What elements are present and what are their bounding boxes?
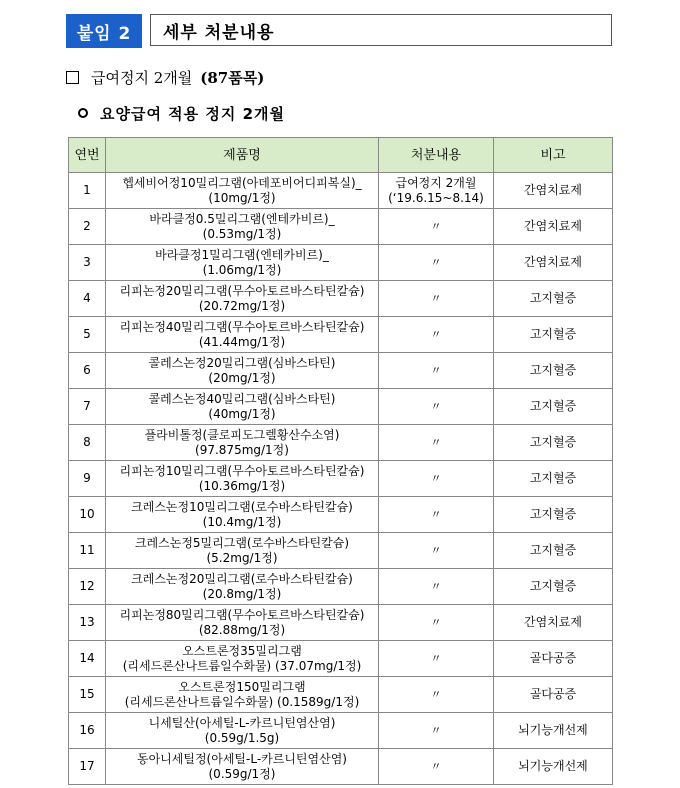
note-cell: 고지혈증 — [494, 569, 613, 605]
row-number: 4 — [69, 281, 106, 317]
ditto-mark: 〃 — [430, 580, 442, 593]
row-number: 13 — [69, 605, 106, 641]
product-cell — [106, 173, 379, 209]
page-header — [66, 14, 614, 48]
product-name: 동아니세틸정(아세틸-L-카르니틴염산염) — [137, 751, 347, 766]
product-cell — [106, 209, 379, 245]
header-action: 처분내용 — [379, 138, 494, 173]
action-cell — [379, 713, 494, 749]
table-row — [69, 461, 613, 497]
section-heading — [66, 66, 264, 88]
product-dose: (0.53mg/1정) — [202, 226, 282, 241]
note-cell: 고지혈증 — [494, 533, 613, 569]
table-row — [69, 497, 613, 533]
product-name: 크레스논정20밀리그램(로수바스타틴칼슘) — [131, 571, 353, 586]
row-number: 2 — [69, 209, 106, 245]
action-cell — [379, 461, 494, 497]
table-row — [69, 713, 613, 749]
product-dose: (97.875mg/1정) — [195, 442, 289, 457]
table-row — [69, 641, 613, 677]
note-cell: 간염치료제 — [494, 245, 613, 281]
product-name: 리피논정80밀리그램(무수아토르바스타틴칼슘) — [119, 607, 365, 622]
product-dose: (리세드론산나트륨일수화물) (37.07mg/1정) — [122, 658, 362, 673]
ditto-mark: 〃 — [430, 616, 442, 629]
ditto-mark: 〃 — [430, 328, 442, 341]
attachment-badge: 붙임 2 — [66, 14, 142, 48]
table-row — [69, 749, 613, 785]
product-name: 니세틸산(아세틸-L-카르니틴염산염) — [148, 715, 336, 730]
table-row — [69, 173, 613, 209]
ditto-mark: 〃 — [430, 364, 442, 377]
table-row — [69, 605, 613, 641]
ditto-mark: 〃 — [430, 544, 442, 557]
ditto-mark: 〃 — [430, 436, 442, 449]
ditto-mark: 〃 — [430, 400, 442, 413]
action-cell — [379, 605, 494, 641]
action-cell — [379, 749, 494, 785]
product-dose: (0.59g/1정) — [208, 766, 276, 781]
note-cell: 간염치료제 — [494, 605, 613, 641]
table-row — [69, 353, 613, 389]
table-row — [69, 425, 613, 461]
product-cell — [106, 281, 379, 317]
action-cell — [379, 353, 494, 389]
table-row — [69, 245, 613, 281]
product-cell — [106, 677, 379, 713]
product-cell — [106, 569, 379, 605]
note-cell: 고지혈증 — [494, 389, 613, 425]
row-number: 14 — [69, 641, 106, 677]
header-note: 비고 — [494, 138, 613, 173]
note-cell: 뇌기능개선제 — [494, 749, 613, 785]
row-number: 15 — [69, 677, 106, 713]
item-count: (87품목) — [200, 68, 265, 87]
product-dose: (리세드론산나트륨일수화물) (0.1589g/1정) — [124, 694, 360, 709]
row-number: 5 — [69, 317, 106, 353]
page-title: 세부 처분내용 — [150, 14, 612, 46]
action-cell — [379, 533, 494, 569]
row-number: 10 — [69, 497, 106, 533]
product-name: 플라비톨정(클로피도그렐황산수소염) — [144, 427, 340, 442]
action-cell — [379, 677, 494, 713]
row-number: 8 — [69, 425, 106, 461]
action-cell — [379, 317, 494, 353]
product-cell — [106, 425, 379, 461]
product-name: 리피논정10밀리그램(무수아토르바스타틴칼슘) — [119, 463, 365, 478]
product-name: 바라클정0.5밀리그램(엔테카비르)_ — [149, 211, 335, 226]
product-dose: (10mg/1정) — [208, 190, 276, 205]
row-number: 16 — [69, 713, 106, 749]
section-heading-text: 급여정지 2개월 — [91, 68, 193, 87]
product-cell — [106, 389, 379, 425]
product-cell — [106, 749, 379, 785]
product-cell — [106, 245, 379, 281]
ditto-mark: 〃 — [430, 292, 442, 305]
row-number: 11 — [69, 533, 106, 569]
product-dose: (0.59g/1.5g) — [204, 730, 280, 745]
ditto-mark: 〃 — [430, 724, 442, 737]
action-cell — [379, 425, 494, 461]
product-cell — [106, 605, 379, 641]
action-cell — [379, 281, 494, 317]
product-name: 크레스논정5밀리그램(로수바스타틴칼슘) — [134, 535, 350, 550]
note-cell: 골다공증 — [494, 641, 613, 677]
product-dose: (1.06mg/1정) — [202, 262, 282, 277]
product-name: 오스트론정35밀리그램 — [182, 643, 302, 658]
table-row — [69, 677, 613, 713]
row-number: 3 — [69, 245, 106, 281]
note-cell: 고지혈증 — [494, 353, 613, 389]
ditto-mark: 〃 — [430, 508, 442, 521]
product-cell — [106, 533, 379, 569]
action-cell — [379, 245, 494, 281]
action-cell — [379, 497, 494, 533]
action-cell — [379, 569, 494, 605]
row-number: 9 — [69, 461, 106, 497]
table-row — [69, 209, 613, 245]
product-name: 오스트론정150밀리그램 — [178, 679, 306, 694]
table-row — [69, 533, 613, 569]
action-cell — [379, 641, 494, 677]
product-name: 콜레스논정20밀리그램(심바스타틴) — [148, 355, 336, 370]
header-no: 연번 — [69, 138, 106, 173]
note-cell: 고지혈증 — [494, 281, 613, 317]
note-cell: 고지혈증 — [494, 461, 613, 497]
table-header-row — [69, 138, 613, 173]
ditto-mark: 〃 — [430, 760, 442, 773]
ditto-mark: 〃 — [430, 652, 442, 665]
product-cell — [106, 353, 379, 389]
note-cell: 간염치료제 — [494, 209, 613, 245]
note-cell: 고지혈증 — [494, 317, 613, 353]
product-name: 리피논정40밀리그램(무수아토르바스타틴칼슘) — [119, 319, 365, 334]
action-main: 급여정지 2개월 — [395, 175, 477, 190]
product-name: 리피논정20밀리그램(무수아토르바스타틴칼슘) — [119, 283, 365, 298]
ditto-mark: 〃 — [430, 256, 442, 269]
ditto-mark: 〃 — [430, 472, 442, 485]
checkbox-icon — [66, 71, 79, 84]
note-cell: 고지혈증 — [494, 425, 613, 461]
product-dose: (20.8mg/1정) — [202, 586, 282, 601]
product-dose: (5.2mg/1정) — [206, 550, 278, 565]
action-period: (‘19.6.15~8.14) — [388, 190, 484, 205]
note-cell: 고지혈증 — [494, 497, 613, 533]
table-row — [69, 281, 613, 317]
header-product: 제품명 — [106, 138, 379, 173]
product-name: 헵세비어정10밀리그램(아데포비어디피복실)_ — [122, 175, 362, 190]
subsection-heading-text: 요양급여 적용 정지 2개월 — [100, 104, 286, 123]
circle-bullet-icon — [78, 108, 88, 118]
ditto-mark: 〃 — [430, 220, 442, 233]
table-body — [69, 173, 613, 785]
action-cell — [379, 209, 494, 245]
product-cell — [106, 497, 379, 533]
table-row — [69, 569, 613, 605]
note-cell: 간염치료제 — [494, 173, 613, 209]
product-dose: (20.72mg/1정) — [198, 298, 286, 313]
row-number: 6 — [69, 353, 106, 389]
note-cell: 뇌기능개선제 — [494, 713, 613, 749]
action-cell — [379, 389, 494, 425]
product-name: 콜레스논정40밀리그램(심바스타틴) — [148, 391, 336, 406]
table-row — [69, 389, 613, 425]
row-number: 7 — [69, 389, 106, 425]
product-name: 크레스논정10밀리그램(로수바스타틴칼슘) — [131, 499, 353, 514]
ditto-mark: 〃 — [430, 688, 442, 701]
row-number: 17 — [69, 749, 106, 785]
product-dose: (41.44mg/1정) — [198, 334, 286, 349]
product-name: 바라클정1밀리그램(엔테카비르)_ — [155, 247, 329, 262]
product-dose: (40mg/1정) — [208, 406, 276, 421]
product-dose: (82.88mg/1정) — [198, 622, 286, 637]
table-row — [69, 317, 613, 353]
subsection-heading — [78, 102, 285, 124]
note-cell: 골다공증 — [494, 677, 613, 713]
disposition-table — [68, 137, 613, 785]
product-cell — [106, 641, 379, 677]
product-cell — [106, 317, 379, 353]
product-dose: (20mg/1정) — [208, 370, 276, 385]
action-cell — [379, 173, 494, 209]
product-cell — [106, 713, 379, 749]
row-number: 12 — [69, 569, 106, 605]
product-dose: (10.36mg/1정) — [198, 478, 286, 493]
row-number: 1 — [69, 173, 106, 209]
product-cell — [106, 461, 379, 497]
product-dose: (10.4mg/1정) — [202, 514, 282, 529]
